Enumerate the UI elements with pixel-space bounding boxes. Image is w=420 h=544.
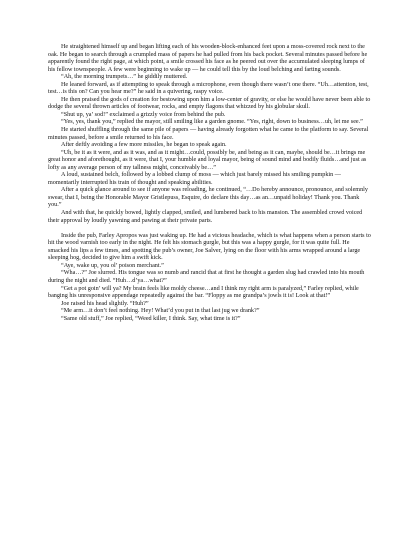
paragraph: “Aye, wake up, you ol’ poison merchant.” bbox=[61, 262, 164, 269]
paragraph: And with that, he quickly bowed, lightly clapped, smiled, and lumbered back to his mansion. The assembled crowd voiced their approval by loudly yawning and pawing at their private parts. bbox=[48, 210, 363, 224]
paragraph: “Ah, the morning trumpets…” he giddily muttered. bbox=[61, 74, 188, 81]
paragraph: He then praised the gods of creation for bestowing upon him a low-center of gravity, or else he would have never been able to dodge the several thrown articles of footwear, rocks, and empty flagons that whizzed by his globular skull. bbox=[48, 96, 371, 111]
paragraph: He leaned forward, as if attempting to speak through a microphone, even though there wasn’t one there. “Uh…attention, test, test…is this on? Can you hear me?” he said in a quivering, raspy voice. bbox=[48, 81, 369, 96]
paragraph: “Get a pot goin’ will ya? My brain feels like moldy cheese…and I think my right arm is paralyzed,” Farley replied, while banging his unresponsive appendage repeatedly against the bar. “Floppy as me grandpa’s jowls it is! Look at that!” bbox=[48, 285, 359, 300]
paragraph: “Me arm…it don’t feel nothing. Hey! What’d you put in that last jug we drank?” bbox=[61, 308, 260, 315]
paragraph: After a quick glance around to see if anyone was reloading, he continued, “…Do hereby announce, pronounce, and solemnly swear, that I, being the Honorable Mayor Gristlepuss, Esquire, do declare this day…as an…unpaid holiday! Thank you. Thank you.” bbox=[48, 187, 368, 209]
paragraph: “Same old stuff,” Joe replied, “Weed killer, I think. Say, what time is it?” bbox=[61, 315, 241, 322]
paragraph: Joe raised his head slightly. “Huh?” bbox=[61, 300, 149, 307]
paragraph: He started shuffling through the same pile of papers — having already forgotten what he came to the platform to say. Several minutes passed, before a smile returned to his face. bbox=[48, 127, 369, 141]
paragraph: “Uh, be it as it were, and as it was, and as it might…could, possibly be, and being as it can, maybe, should be…it brings me great honor and aforethought, as it were, that I, your humble and loyal mayor, being of sound mind and bodily fluids…and just as lofty as any average person of my tallness might, conceivably be…” bbox=[48, 149, 367, 171]
paragraph: He straightened himself up and began lifting each of his wooden-block-enhanced feet upon a moss-covered rock next to the oak. He began to search through a crumpled mass of papers he had pulled from his back pocket. Several minutes passed before he apparently found the right page, at which point, a smile crossed his face as he peered out over the accumulated sleeping lumps of his fellow townspeople. A few were beginning to wake up — he could tell this by the loud belching and farting sounds. bbox=[48, 44, 368, 73]
paragraph: “Yes, yes, thank you,” replied the mayor, still smiling like a garden gnome. “Yes, right, down to business…uh, let me see.” bbox=[61, 119, 363, 126]
paragraph: “Wha…?” Joe slurred. His tongue was so numb and rancid that at first he thought a garden slug had crawled into his mouth during the night and died. “Huh…d’ya…what?” bbox=[48, 270, 365, 284]
paragraph: “Shut up, ya’ sod!” exclaimed a grizzly voice from behind the pub. bbox=[61, 111, 226, 118]
paragraph: Inside the pub, Farley Apropos was just waking up. He had a vicious headache, which is what happens when a person starts to hit the wood varnish too early in the night. He felt his stomach gurgle, but this was a happy gurgle, for it was quite full. He smacked his lips a few times, and spotting the pub’s owner, Joe Salver, lying on the floor with his arms wrapped around a large sleeping hog, decided to give him a swift kick. bbox=[48, 232, 371, 262]
paragraph: A loud, sustained belch, followed by a lobbed clump of moss — which just barely missed his smiling pumpkin — momentarily interrupted his train of thought and speaking abilities. bbox=[48, 172, 341, 186]
paragraph: After deftly avoiding a few more missiles, he began to speak again. bbox=[61, 142, 227, 149]
document-page bbox=[48, 44, 372, 323]
